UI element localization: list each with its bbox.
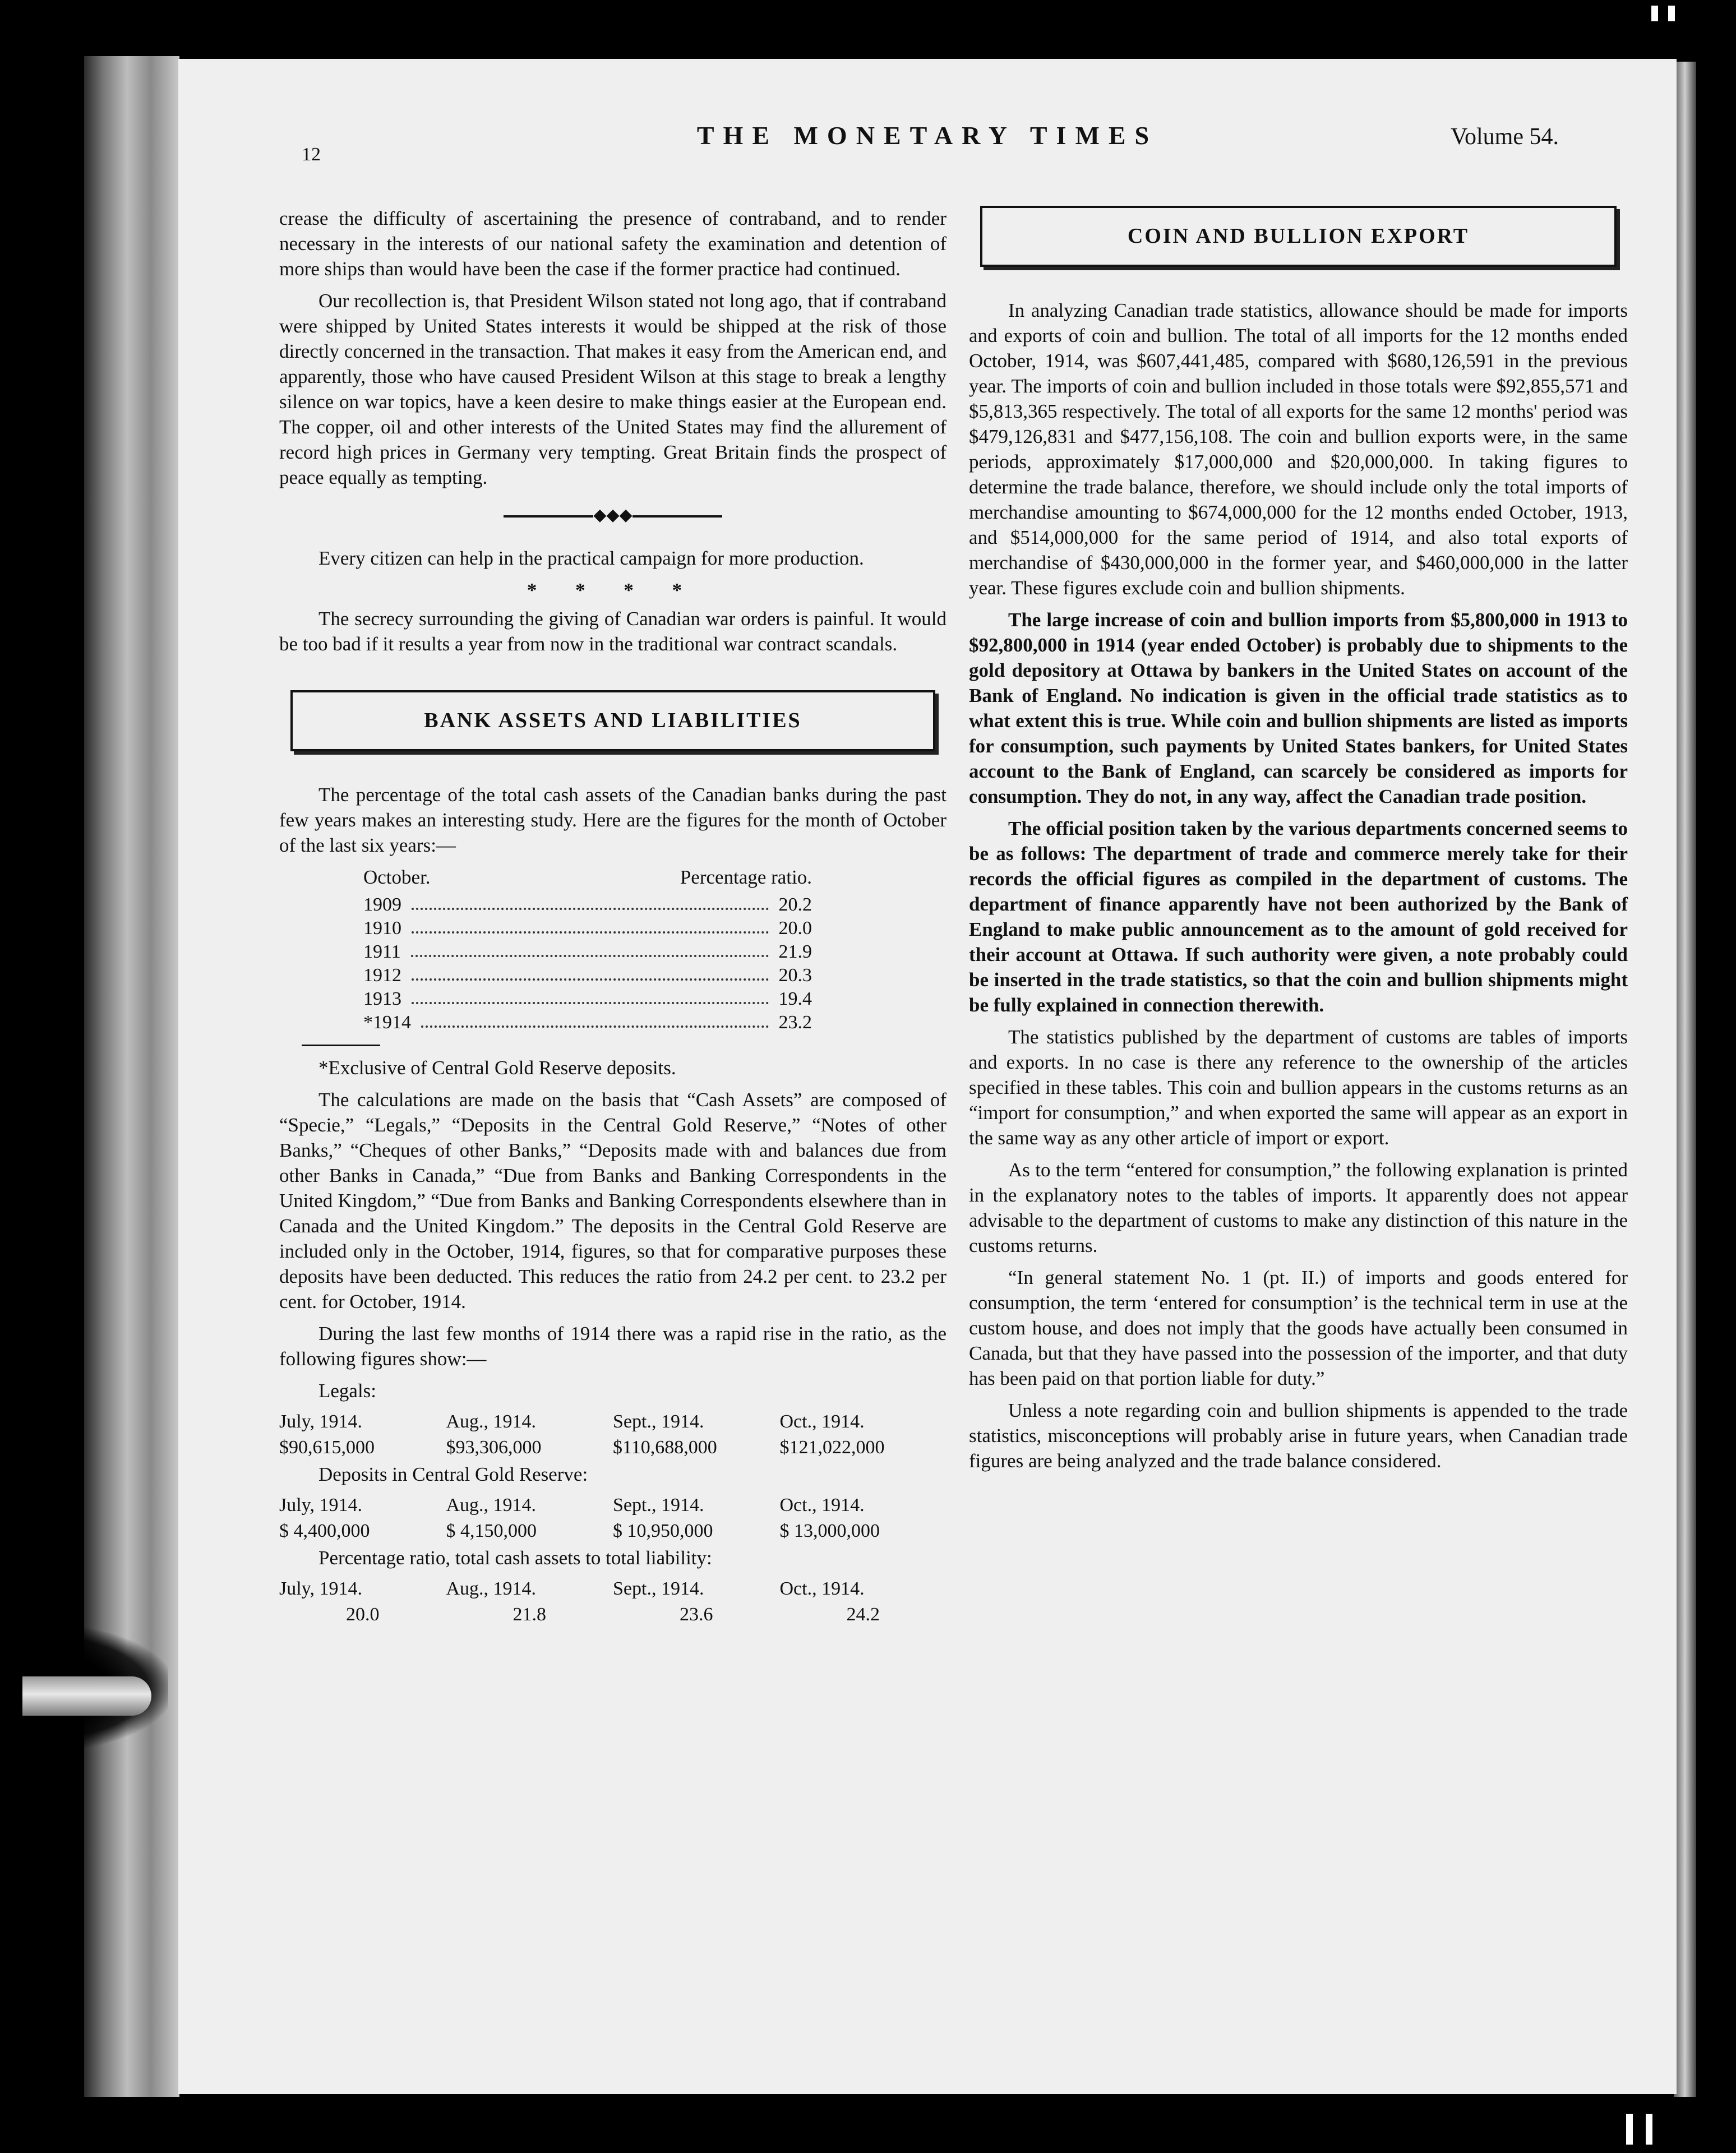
deposits-values [279,1519,947,1543]
month-label: July, 1914. [279,1411,362,1432]
value-cell: $ 4,150,000 [446,1521,537,1541]
value-cell: 24.2 [846,1604,880,1625]
row-ratio: 20.2 [778,894,812,915]
page-number: 12 [302,144,321,165]
row-year: *1914 [363,1012,411,1033]
deposits-months [279,1494,947,1517]
paragraph: During the last few months of 1914 there was a rapid rise in the ratio, as the following figures show:— [279,1323,947,1370]
table-header [363,865,812,890]
section-heading: BANK ASSETS AND LIABILITIES [424,709,802,732]
scan-mark [1651,6,1658,21]
legals-months [279,1410,947,1434]
paragraph: crease the difficulty of ascertaining the presence of contraband, and to render necessary in the interests of our national safety the examination and detention of more ships than would have been the case if the former practice had continued. [279,207,947,280]
volume-label: Volume 54. [1451,124,1559,150]
book-right-edge [1674,62,1696,2097]
month-label: Aug., 1914. [446,1495,537,1516]
paragraph: Unless a note regarding coin and bullion shipments is appended to the trade statistics, misconceptions will probably arise in future years, when Canadian trade figures are being analyzed and the trade balance considered. [969,1399,1628,1472]
table-row [363,893,812,917]
month-label: Aug., 1914. [446,1578,537,1599]
row-year: 1911 [363,941,401,962]
table-row [363,1011,812,1034]
left-column [279,206,947,1629]
scan-mark [1626,2114,1633,2145]
row-year: 1909 [363,894,401,915]
table-row [363,964,812,987]
ratio-title: Percentage ratio, total cash assets to total liability: [318,1547,712,1569]
scan-mark [1668,6,1675,21]
value-cell: $90,615,000 [279,1437,375,1458]
month-label: July, 1914. [279,1578,362,1599]
section-heading: COIN AND BULLION EXPORT [1127,224,1470,248]
ratio-months [279,1577,947,1601]
section-heading-box [290,690,935,751]
value-cell: 21.8 [513,1604,546,1625]
paragraph: The percentage of the total cash assets of the Canadian banks during the past few years makes an interesting study. Here are the figures for the month of October of the last six years:— [279,784,947,856]
month-label: Aug., 1914. [446,1411,537,1432]
paragraph: The official position taken by the various departments concerned seems to be as follows: The department of trade and commerce merely take for their records the official figures as compiled in the department of customs. The department of finance apparently have not been authorized by the Bank of England to make public announcement as to the amount of gold received for their account at Ottawa. If such authority were given, a note probably could be inserted in the trade statistics, so that the coin and bullion shipments might be fully explained in connection therewith. [969,817,1628,1016]
legals-values [279,1436,947,1459]
value-cell: $ 4,400,000 [279,1521,370,1541]
row-ratio: 20.0 [778,918,812,939]
row-ratio: 20.3 [778,965,812,986]
publication-title: THE MONETARY TIMES [696,121,1158,150]
month-label: Sept., 1914. [613,1578,704,1599]
paragraph: The secrecy surrounding the giving of Canadian war orders is painful. It would be too bad if it results a year from now in the traditional war contract scandals. [279,608,947,655]
paragraph: The calculations are made on the basis that “Cash Assets” are composed of “Specie,” “Legals,” “Deposits in the Central Gold Reserve,” “Notes of other Banks,” “Cheques of other Banks,” “Deposits made with and balances due from other Banks in Canada,” “Due from Banks and Banking Correspondents in the United Kingdom,” “Due from Banks and Banking Correspondents elsewhere than in Canada and the United Kingdom.” The deposits in the Central Gold Reserve are included only in the October, 1914, figures, so that for comparative purposes these deposits have been deducted. This reduces the ratio from 24.2 per cent. to 23.2 per cent. for October, 1914. [279,1089,947,1313]
quote-paragraph: “In general statement No. 1 (pt. II.) of imports and goods entered for consumption, the term ‘entered for consumption’ is the technical term in use at the custom house, and does not imply that the goods have actually been consumed in Canada, but that they have passed into the possession of the importer, and that duty has been paid on that portion liable for duty.” [969,1267,1628,1389]
book-page-edges [84,56,179,2097]
table-header-right: Percentage ratio. [680,866,812,888]
deposits-title: Deposits in Central Gold Reserve: [318,1463,588,1485]
page-clip [22,1676,151,1716]
percentage-table [363,865,812,1034]
month-label: Oct., 1914. [779,1411,865,1432]
legals-title: Legals: [318,1380,377,1402]
row-year: 1913 [363,988,401,1009]
table-header-left: October. [363,866,431,888]
row-ratio: 23.2 [778,1012,812,1033]
section-stars: * * * * [527,579,699,601]
paragraph: The large increase of coin and bullion imports from $5,800,000 in 1913 to $92,800,000 in 1914 (year ended October) is probably due to shipments to the gold depository at Ottawa by bankers in the United States on account of the Bank of England. No indication is given in the official trade statistics as to what extent this is true. While coin and bullion shipments are listed as imports for consumption, such payments by United States bankers, for United States account to the Bank of England, can scarcely be considered as imports for consumption. They do not, in any way, affect the Canadian trade position. [969,609,1628,807]
row-year: 1910 [363,918,401,939]
footnote-rule [302,1045,380,1046]
value-cell: $110,688,000 [613,1437,717,1458]
value-cell: $93,306,000 [446,1437,542,1458]
table-row [363,917,812,940]
month-label: Oct., 1914. [779,1495,865,1516]
month-label: Oct., 1914. [779,1578,865,1599]
row-year: 1912 [363,965,401,986]
footnote: *Exclusive of Central Gold Reserve deposits. [318,1057,676,1079]
value-cell: $121,022,000 [779,1437,885,1458]
right-column [969,206,1628,1480]
month-label: Sept., 1914. [613,1411,704,1432]
scan-mark [1646,2114,1652,2145]
row-ratio: 19.4 [778,988,812,1009]
paragraph: Every citizen can help in the practical campaign for more production. [318,547,864,569]
paragraph: As to the term “entered for consumption,” the following explanation is printed in the explanatory notes to the tables of imports. It apparently does not appear advisable to the department of customs to make any distinction of this nature in the customs returns. [969,1159,1628,1256]
ratio-values [279,1603,947,1627]
paragraph: The statistics published by the department of customs are tables of imports and exports. In no case is there any reference to the ownership of the articles specified in these tables. This coin and bullion appears in the customs returns as an “import for consumption,” and when exported the same will appear as an export in the same way as any other article of import or export. [969,1026,1628,1149]
value-cell: 23.6 [680,1604,713,1625]
value-cell: $ 10,950,000 [613,1521,713,1541]
paragraph: In analyzing Canadian trade statistics, allowance should be made for imports and exports of coin and bullion. The total of all imports for the 12 months ended October, 1914, was $607,441,485, compared with $680,126,591 in the previous year. The imports of coin and bullion included in those totals were $92,855,571 and $5,813,365 respectively. The total of all exports for the same 12 months' period was $479,126,831 and $477,156,108. The coin and bullion exports were, in the same periods, approximately $17,000,000 and $20,000,000. In taking figures to determine the trade balance, therefore, we should include only the total imports of merchandise amounting to $674,000,000 for the 12 months ended October, 1913, and $514,000,000 for the same period of 1914, and also total exports of merchandise of $430,000,000 in the former year, and $460,000,000 in the latter year. These figures exclude coin and bullion shipments. [969,299,1628,599]
row-ratio: 21.9 [778,941,812,962]
table-row [363,940,812,964]
ornament-divider: ◆◆◆ [279,502,947,528]
section-heading-box [980,206,1617,267]
month-label: Sept., 1914. [613,1495,704,1516]
document-page [178,59,1677,2094]
paragraph: Our recollection is, that President Wilson stated not long ago, that if contraband were shipped by United States interests it would be shipped at the risk of those directly concerned in the transaction. That makes it easy from the American end, and apparently, those who have caused President Wilson at this stage to break a lengthy silence on war topics, have a keen desire to make things easier at the European end. The copper, oil and other interests of the United States may find the allurement of record high prices in Germany very tempting. Great Britain finds the prospect of peace equally as tempting. [279,290,947,488]
table-row [363,987,812,1011]
value-cell: 20.0 [346,1604,380,1625]
month-label: July, 1914. [279,1495,362,1516]
value-cell: $ 13,000,000 [779,1521,880,1541]
